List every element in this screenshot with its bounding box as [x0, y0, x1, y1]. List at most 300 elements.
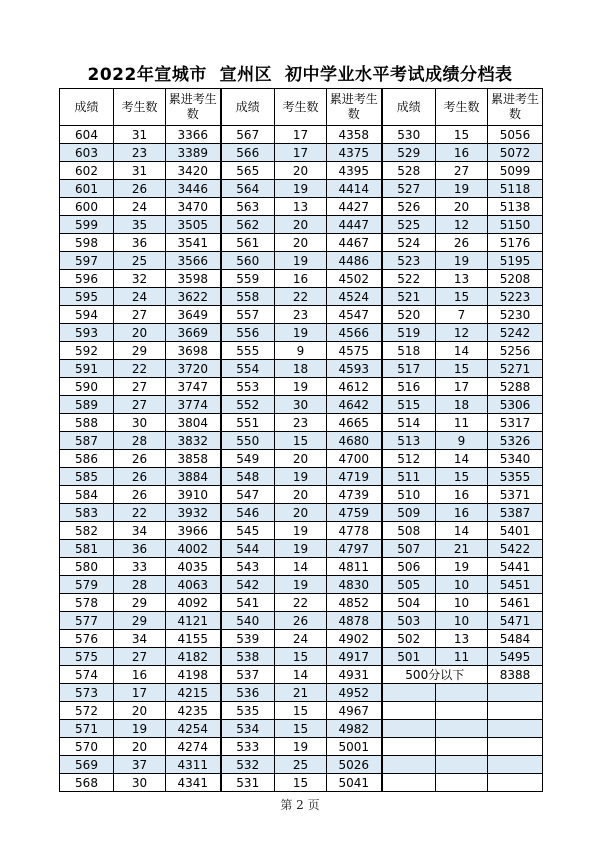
table-cell: 4375: [327, 144, 382, 162]
table-row: [60, 414, 543, 432]
table-cell: [488, 702, 543, 720]
table-cell: 3541: [166, 234, 221, 252]
table-cell: 5288: [488, 378, 543, 396]
header-count: 考生数: [436, 89, 488, 126]
table-cell: 540: [221, 612, 275, 630]
table-cell: 4830: [327, 576, 382, 594]
table-cell: 19: [275, 576, 327, 594]
table-cell: 16: [436, 144, 488, 162]
table-row: [60, 342, 543, 360]
table-cell: [436, 684, 488, 702]
table-cell: 573: [60, 684, 114, 702]
table-cell: 18: [275, 360, 327, 378]
table-cell: 593: [60, 324, 114, 342]
table-cell: 27: [114, 396, 166, 414]
table-cell: 3420: [166, 162, 221, 180]
table-cell: 15: [275, 432, 327, 450]
table-cell: 5484: [488, 630, 543, 648]
table-cell: 5317: [488, 414, 543, 432]
table-cell: 510: [382, 486, 436, 504]
table-cell: [488, 774, 543, 792]
score-table: [59, 88, 543, 792]
table-row: [60, 486, 543, 504]
table-cell: 531: [221, 774, 275, 792]
header-count: 考生数: [275, 89, 327, 126]
table-cell: [488, 738, 543, 756]
table-cell: 3774: [166, 396, 221, 414]
table-cell: 580: [60, 558, 114, 576]
table-cell: 4311: [166, 756, 221, 774]
table-cell: 27: [114, 648, 166, 666]
table-cell: 5242: [488, 324, 543, 342]
table-cell: 508: [382, 522, 436, 540]
table-row: [60, 774, 543, 792]
table-cell: 3505: [166, 216, 221, 234]
table-cell: 3804: [166, 414, 221, 432]
table-cell: 3884: [166, 468, 221, 486]
table-cell: 4035: [166, 558, 221, 576]
table-cell: 24: [275, 630, 327, 648]
table-cell: 5495: [488, 648, 543, 666]
table-cell: 19: [275, 468, 327, 486]
table-cell: 12: [436, 324, 488, 342]
table-cell: 588: [60, 414, 114, 432]
table-cell: 5138: [488, 198, 543, 216]
table-cell: 9: [436, 432, 488, 450]
table-row: [60, 666, 543, 684]
table-cell: 522: [382, 270, 436, 288]
table-cell: 33: [114, 558, 166, 576]
table-cell: 4341: [166, 774, 221, 792]
table-cell: 543: [221, 558, 275, 576]
table-cell: 504: [382, 594, 436, 612]
table-cell: 530: [382, 126, 436, 144]
table-cell: 4931: [327, 666, 382, 684]
table-cell: 20: [275, 216, 327, 234]
table-cell: 5461: [488, 594, 543, 612]
table-row: [60, 198, 543, 216]
table-cell: 14: [436, 342, 488, 360]
table-cell: 5326: [488, 432, 543, 450]
table-cell: 37: [114, 756, 166, 774]
table-cell: 5340: [488, 450, 543, 468]
table-cell: 36: [114, 234, 166, 252]
table-cell: 526: [382, 198, 436, 216]
table-cell: 571: [60, 720, 114, 738]
table-cell: 5422: [488, 540, 543, 558]
table-cell: 19: [275, 252, 327, 270]
table-cell: 534: [221, 720, 275, 738]
table-cell: 549: [221, 450, 275, 468]
table-cell: 544: [221, 540, 275, 558]
table-cell: 17: [114, 684, 166, 702]
table-cell: 537: [221, 666, 275, 684]
table-cell: 4547: [327, 306, 382, 324]
table-cell: 552: [221, 396, 275, 414]
table-cell: 507: [382, 540, 436, 558]
table-cell: 569: [60, 756, 114, 774]
table-cell: 9: [275, 342, 327, 360]
table-cell: 26: [114, 486, 166, 504]
table-cell: 575: [60, 648, 114, 666]
table-cell: 4155: [166, 630, 221, 648]
table-cell: 34: [114, 630, 166, 648]
table-cell: 584: [60, 486, 114, 504]
table-cell: 5072: [488, 144, 543, 162]
table-cell: 20: [436, 198, 488, 216]
table-cell: [382, 756, 436, 774]
table-cell: 13: [275, 198, 327, 216]
table-cell: 26: [275, 612, 327, 630]
table-cell: 4486: [327, 252, 382, 270]
table-cell: 4467: [327, 234, 382, 252]
header-score: 成绩: [382, 89, 436, 126]
table-cell: 16: [436, 504, 488, 522]
table-cell: 3747: [166, 378, 221, 396]
table-cell: 557: [221, 306, 275, 324]
header-score: 成绩: [221, 89, 275, 126]
table-cell: 572: [60, 702, 114, 720]
table-cell: 4612: [327, 378, 382, 396]
table-cell: 591: [60, 360, 114, 378]
table-row: [60, 306, 543, 324]
table-row: [60, 378, 543, 396]
table-cell: 4358: [327, 126, 382, 144]
table-cell: 3932: [166, 504, 221, 522]
table-cell: 502: [382, 630, 436, 648]
table-cell: 4235: [166, 702, 221, 720]
table-cell: 4759: [327, 504, 382, 522]
table-cell: 24: [114, 288, 166, 306]
table-cell: [382, 720, 436, 738]
table-cell: 4002: [166, 540, 221, 558]
table-cell: 5355: [488, 468, 543, 486]
table-cell: 539: [221, 630, 275, 648]
table-cell: 29: [114, 612, 166, 630]
table-cell: 545: [221, 522, 275, 540]
table-cell: 13: [436, 270, 488, 288]
table-cell: 603: [60, 144, 114, 162]
table-row: [60, 576, 543, 594]
table-cell: 550: [221, 432, 275, 450]
table-cell: 597: [60, 252, 114, 270]
table-cell: [488, 684, 543, 702]
table-cell: 21: [436, 540, 488, 558]
table-cell: 18: [436, 396, 488, 414]
table-cell: 587: [60, 432, 114, 450]
table-cell: 4952: [327, 684, 382, 702]
table-cell: 512: [382, 450, 436, 468]
header-cumulative: 累进考生数: [488, 89, 543, 126]
table-cell: 515: [382, 396, 436, 414]
table-row: [60, 702, 543, 720]
table-cell: 4524: [327, 288, 382, 306]
table-cell: 4852: [327, 594, 382, 612]
table-row: [60, 612, 543, 630]
table-cell: 581: [60, 540, 114, 558]
table-cell: 3910: [166, 486, 221, 504]
table-cell: 31: [114, 126, 166, 144]
table-cell: 565: [221, 162, 275, 180]
table-cell: 30: [114, 414, 166, 432]
table-cell: 5256: [488, 342, 543, 360]
table-cell: 20: [275, 504, 327, 522]
table-row: [60, 504, 543, 522]
table-cell: 19: [275, 738, 327, 756]
table-row: [60, 630, 543, 648]
table-cell: 4878: [327, 612, 382, 630]
table-cell: 19: [114, 720, 166, 738]
table-row: [60, 756, 543, 774]
table-cell: [436, 774, 488, 792]
table-cell: 15: [275, 720, 327, 738]
table-cell: 15: [275, 774, 327, 792]
table-cell: 22: [114, 360, 166, 378]
table-cell: 21: [275, 684, 327, 702]
table-cell: 20: [114, 324, 166, 342]
table-cell: 30: [114, 774, 166, 792]
table-cell: 4215: [166, 684, 221, 702]
table-cell: 556: [221, 324, 275, 342]
table-cell: 576: [60, 630, 114, 648]
table-cell: 4575: [327, 342, 382, 360]
table-cell: 600: [60, 198, 114, 216]
table-cell: 5271: [488, 360, 543, 378]
table-cell: 5001: [327, 738, 382, 756]
table-cell: 3698: [166, 342, 221, 360]
table-cell: 19: [275, 378, 327, 396]
table-row: [60, 288, 543, 306]
table-cell: 5387: [488, 504, 543, 522]
table-cell: 26: [114, 450, 166, 468]
table-header-row: [60, 89, 543, 126]
table-row: [60, 720, 543, 738]
table-cell: 595: [60, 288, 114, 306]
table-cell: 503: [382, 612, 436, 630]
below-500-cumulative: 8388: [488, 666, 543, 684]
table-cell: 547: [221, 486, 275, 504]
table-cell: 501: [382, 648, 436, 666]
table-cell: [382, 738, 436, 756]
table-cell: 532: [221, 756, 275, 774]
table-cell: 19: [275, 522, 327, 540]
table-cell: 551: [221, 414, 275, 432]
table-cell: [382, 774, 436, 792]
table-cell: 16: [114, 666, 166, 684]
table-row: [60, 558, 543, 576]
table-cell: 17: [275, 144, 327, 162]
table-cell: 25: [114, 252, 166, 270]
table-cell: 509: [382, 504, 436, 522]
table-cell: 5118: [488, 180, 543, 198]
table-cell: 558: [221, 288, 275, 306]
table-cell: 17: [275, 126, 327, 144]
table-row: [60, 432, 543, 450]
table-cell: 574: [60, 666, 114, 684]
table-cell: 4797: [327, 540, 382, 558]
table-cell: 4254: [166, 720, 221, 738]
table-cell: 4395: [327, 162, 382, 180]
table-cell: 4700: [327, 450, 382, 468]
table-cell: 16: [275, 270, 327, 288]
table-cell: 4502: [327, 270, 382, 288]
table-cell: 26: [114, 180, 166, 198]
table-cell: 505: [382, 576, 436, 594]
table-row: [60, 252, 543, 270]
table-cell: 4566: [327, 324, 382, 342]
table-cell: 561: [221, 234, 275, 252]
header-cumulative: 累进考生数: [327, 89, 382, 126]
table-row: [60, 216, 543, 234]
table-cell: 5176: [488, 234, 543, 252]
table-row: [60, 144, 543, 162]
table-cell: 4274: [166, 738, 221, 756]
table-cell: 601: [60, 180, 114, 198]
table-cell: 22: [275, 594, 327, 612]
table-cell: 511: [382, 468, 436, 486]
table-row: [60, 270, 543, 288]
table-cell: 4680: [327, 432, 382, 450]
table-cell: 15: [275, 702, 327, 720]
table-cell: 19: [275, 180, 327, 198]
header-score: 成绩: [60, 89, 114, 126]
table-cell: 4739: [327, 486, 382, 504]
table-cell: 5208: [488, 270, 543, 288]
table-cell: 586: [60, 450, 114, 468]
table-cell: 546: [221, 504, 275, 522]
table-cell: 3622: [166, 288, 221, 306]
table-cell: 560: [221, 252, 275, 270]
table-cell: 20: [275, 450, 327, 468]
table-cell: 3832: [166, 432, 221, 450]
table-cell: 3389: [166, 144, 221, 162]
table-cell: 3858: [166, 450, 221, 468]
table-cell: 4982: [327, 720, 382, 738]
table-cell: 19: [275, 540, 327, 558]
table-cell: 30: [275, 396, 327, 414]
table-cell: 525: [382, 216, 436, 234]
table-cell: 5223: [488, 288, 543, 306]
table-cell: 536: [221, 684, 275, 702]
table-row: [60, 126, 543, 144]
table-cell: 15: [436, 288, 488, 306]
table-cell: 5099: [488, 162, 543, 180]
table-cell: 19: [436, 180, 488, 198]
table-cell: 589: [60, 396, 114, 414]
table-cell: 563: [221, 198, 275, 216]
table-row: [60, 738, 543, 756]
table-row: [60, 360, 543, 378]
header-count: 考生数: [114, 89, 166, 126]
table-cell: 3566: [166, 252, 221, 270]
table-row: [60, 234, 543, 252]
table-cell: 566: [221, 144, 275, 162]
table-row: [60, 540, 543, 558]
table-cell: 4593: [327, 360, 382, 378]
table-cell: 28: [114, 576, 166, 594]
table-cell: 555: [221, 342, 275, 360]
table-cell: 11: [436, 414, 488, 432]
table-cell: 27: [114, 306, 166, 324]
table-cell: 554: [221, 360, 275, 378]
table-cell: 20: [114, 738, 166, 756]
table-cell: 5150: [488, 216, 543, 234]
table-cell: 553: [221, 378, 275, 396]
table-cell: 578: [60, 594, 114, 612]
table-cell: 4447: [327, 216, 382, 234]
table-cell: 5026: [327, 756, 382, 774]
table-row: [60, 162, 543, 180]
table-cell: [436, 720, 488, 738]
table-cell: 22: [114, 504, 166, 522]
header-cumulative: 累进考生数: [166, 89, 221, 126]
table-cell: 15: [436, 126, 488, 144]
table-cell: 5056: [488, 126, 543, 144]
table-row: [60, 396, 543, 414]
table-cell: 19: [275, 324, 327, 342]
table-cell: 4811: [327, 558, 382, 576]
table-cell: 14: [275, 666, 327, 684]
table-cell: 594: [60, 306, 114, 324]
table-cell: 25: [275, 756, 327, 774]
table-cell: 582: [60, 522, 114, 540]
table-cell: [382, 684, 436, 702]
table-cell: 24: [114, 198, 166, 216]
table-cell: 4427: [327, 198, 382, 216]
table-cell: 14: [275, 558, 327, 576]
table-cell: 22: [275, 288, 327, 306]
table-cell: 3470: [166, 198, 221, 216]
table-cell: 4121: [166, 612, 221, 630]
table-cell: 568: [60, 774, 114, 792]
table-cell: 32: [114, 270, 166, 288]
table-cell: 11: [436, 648, 488, 666]
table-cell: 26: [114, 468, 166, 486]
table-cell: 596: [60, 270, 114, 288]
table-cell: 517: [382, 360, 436, 378]
table-cell: 12: [436, 216, 488, 234]
table-cell: 577: [60, 612, 114, 630]
table-cell: 3598: [166, 270, 221, 288]
table-cell: [436, 756, 488, 774]
table-cell: 20: [275, 162, 327, 180]
table-cell: 5195: [488, 252, 543, 270]
table-cell: 36: [114, 540, 166, 558]
table-cell: 602: [60, 162, 114, 180]
table-cell: 13: [436, 630, 488, 648]
table-cell: [382, 702, 436, 720]
table-cell: 592: [60, 342, 114, 360]
table-cell: 29: [114, 342, 166, 360]
table-cell: 26: [436, 234, 488, 252]
table-cell: 562: [221, 216, 275, 234]
table-cell: [488, 756, 543, 774]
table-cell: 519: [382, 324, 436, 342]
table-cell: 31: [114, 162, 166, 180]
table-cell: 520: [382, 306, 436, 324]
table-cell: 583: [60, 504, 114, 522]
page-title: 2022年宣城市 宣州区 初中学业水平考试成绩分档表: [87, 65, 513, 85]
table-cell: 28: [114, 432, 166, 450]
table-cell: 5471: [488, 612, 543, 630]
table-cell: 15: [275, 648, 327, 666]
table-cell: 20: [114, 702, 166, 720]
table-cell: 559: [221, 270, 275, 288]
table-cell: 15: [436, 468, 488, 486]
table-cell: 17: [436, 378, 488, 396]
table-cell: 599: [60, 216, 114, 234]
table-cell: 35: [114, 216, 166, 234]
